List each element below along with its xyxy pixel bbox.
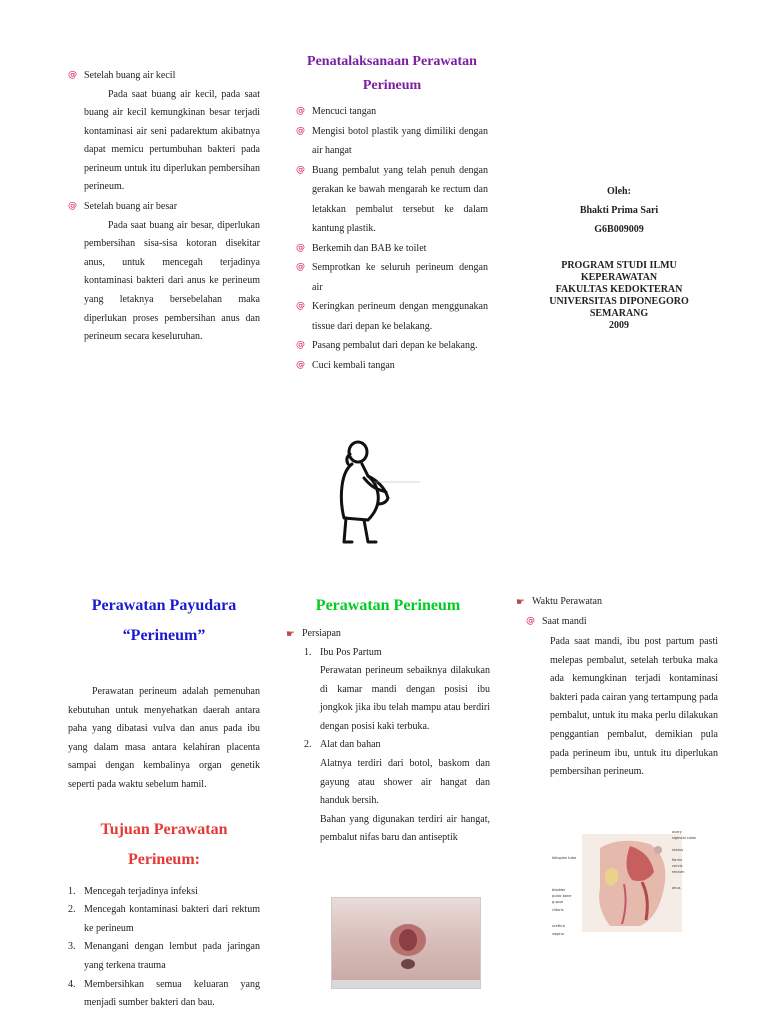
author-name: Bhakti Prima Sari <box>579 205 659 216</box>
at-bullet-icon: @ <box>296 242 305 253</box>
list-item: @ Mengisi botol plastik yang dimiliki dengan air hangat <box>296 122 488 161</box>
section-title: Perawatan Payudara <box>91 597 237 614</box>
item-text: Bahan yang digunakan terdiri air hangat, pembalut nifas baru dan antiseptik <box>320 813 490 844</box>
pointing-hand-icon: ☛ <box>286 629 295 640</box>
item-title: Alat dan bahan <box>320 739 381 751</box>
at-bullet-icon: @ <box>296 301 305 311</box>
at-bullet-icon: @ <box>296 106 305 116</box>
author-nim: G6B009009 <box>594 224 644 235</box>
pregnant-woman-illustration <box>328 438 424 548</box>
section-title: Perawatan Perineum <box>315 597 461 614</box>
list-item: 2. Alat dan bahan Alatnya terdiri dari botol, baskom dan gayung atau shower air hangat dan handuk bersih. Bahan yang digunakan terdiri air hangat, pembalut nifas baru dan antiseptik <box>304 736 490 848</box>
saat-label: @ Saat mandi <box>526 612 718 632</box>
item-text: Pada saat buang air besar, diperlukan pembersihan sisa-sisa kotoran disekitar anus, untuk mencegah terjadinya kontaminasi bakteri dari anus ke perineum yang letaknya bersebelahan maka diperlukan proses pembersihan anus dan perineum secara keseluruhan. <box>84 219 260 343</box>
steps-list <box>296 102 488 375</box>
list-item: 1. Mencegah terjadinya infeksi <box>68 885 198 897</box>
waktu-label: ☛ Waktu Perawatan <box>516 592 718 612</box>
at-bullet-icon: @ <box>296 359 305 370</box>
list-item: @ Semprotkan ke seluruh perineum dengan air <box>296 258 488 297</box>
persiapan-list <box>286 644 490 849</box>
intro-paragraph: Perawatan perineum adalah pemenuhan kebutuhan untuk menyehatkan daerah antara paha yang dibatasi vulva dan anus pada ibu yang dalam masa antara kelahiran placenta sampai dengan kembalinya organ genetik seperti pada waktu sebelum hamil. <box>68 686 260 790</box>
list-item: @ Keringkan perineum dengan menggunakan tissue dari depan ke belakang. <box>296 297 488 336</box>
col1 <box>68 66 260 347</box>
perineum-photo <box>331 897 481 989</box>
list-item: @ Buang pembalut yang telah penuh dengan gerakan ke bawah mengarah ke rectum dan letakkan pembalut tersebut ke dalam kantung plastik. <box>296 161 488 239</box>
list-item: 3. Menangani dengan lembut pada jaringan yang terkena trauma <box>68 941 260 971</box>
goals-list <box>68 883 260 1013</box>
item-title: Ibu Pos Partum <box>320 646 382 658</box>
col4 <box>68 591 260 1013</box>
section-title: Penatalaksanaan Perawatan <box>307 54 477 69</box>
list-item: 1. Ibu Pos Partum Perawatan perineum sebaiknya dilakukan di kamar mandi dengan posisi ibu jongkok jika ibu telah mampu atau berdiri dengan posisi kaki terbuka. <box>304 644 490 737</box>
item-title: Setelah buang air besar <box>84 201 178 213</box>
list-item <box>68 66 260 86</box>
at-bullet-icon: @ <box>526 615 535 626</box>
anatomy-diagram: fallopian tube bladder pubic bone g-spot clitoris urethra vagina ovary sigmoid colon uterus fornix cervix rectum anus <box>552 830 697 936</box>
list-item: @ Cuci kembali tangan <box>296 356 488 376</box>
at-bullet-icon: @ <box>68 70 77 80</box>
list-item: @ Mencuci tangan <box>296 102 488 122</box>
col3 <box>520 182 718 332</box>
item-title: Setelah buang air kecil <box>84 70 176 81</box>
item-text: Alatnya terdiri dari botol, baskom dan gayung atau shower air hangat dan handuk bersih. <box>320 758 490 807</box>
at-bullet-icon: @ <box>296 262 305 272</box>
at-bullet-icon: @ <box>296 340 305 350</box>
list-item <box>68 197 260 217</box>
section-title: Tujuan Perawatan <box>100 820 228 838</box>
oleh-label: Oleh: <box>607 186 631 197</box>
list-item: @ Pasang pembalut dari depan ke belakang. <box>296 336 488 356</box>
section-title: “Perineum” <box>122 627 206 644</box>
col2 <box>296 50 488 375</box>
at-bullet-icon: @ <box>296 164 305 175</box>
pointing-hand-icon: ☛ <box>516 597 525 608</box>
item-text: Pada saat buang air kecil, pada saat buang air kecil kemungkinan besar terjadi kontaminasi air seni padarektum akibatnya dapat memicu pertumbuhan bakteri pada perineum untuk itu diperlukan pembersihan perineum. <box>84 88 260 193</box>
at-bullet-icon: @ <box>296 125 305 136</box>
item-text: Perawatan perineum sebaiknya dilakukan di kamar mandi dengan posisi ibu jongkok jika ibu telah mampu atau berdiri dengan posisi kaki terbuka. <box>320 665 490 732</box>
col6 <box>516 592 718 782</box>
list-item: @ Berkemih dan BAB ke toilet <box>296 239 488 259</box>
at-bullet-icon: @ <box>68 201 77 212</box>
list-item: 4. Membersihkan semua keluaran yang menjadi sumber bakteri dan bau. <box>68 978 260 1009</box>
col5 <box>286 594 490 848</box>
list-item: 2. Mencegah kontaminasi bakteri dari rektum ke perineum <box>68 904 260 934</box>
section-title: Perineum: <box>128 850 200 868</box>
institution-block: PROGRAM STUDI ILMU KEPERAWATAN FAKULTAS KEDOKTERAN UNIVERSITAS DIPONEGORO SEMARANG 2009 <box>549 260 689 331</box>
persiapan-label: ☛ Persiapan <box>286 624 490 644</box>
section-title: Perineum <box>362 78 422 93</box>
waktu-text: Pada saat mandi, ibu post partum pasti melepas pembalut, setelah terbuka maka ada kemungkinan terjadi kontaminasi bakteri pada cairan yang tertampung pada pembalut, untuk itu maka perlu dilakukan penggantian pembalut, demikian pula pada perineum ibu, untuk itu diperlukan pembersihan perineum. <box>550 636 718 778</box>
